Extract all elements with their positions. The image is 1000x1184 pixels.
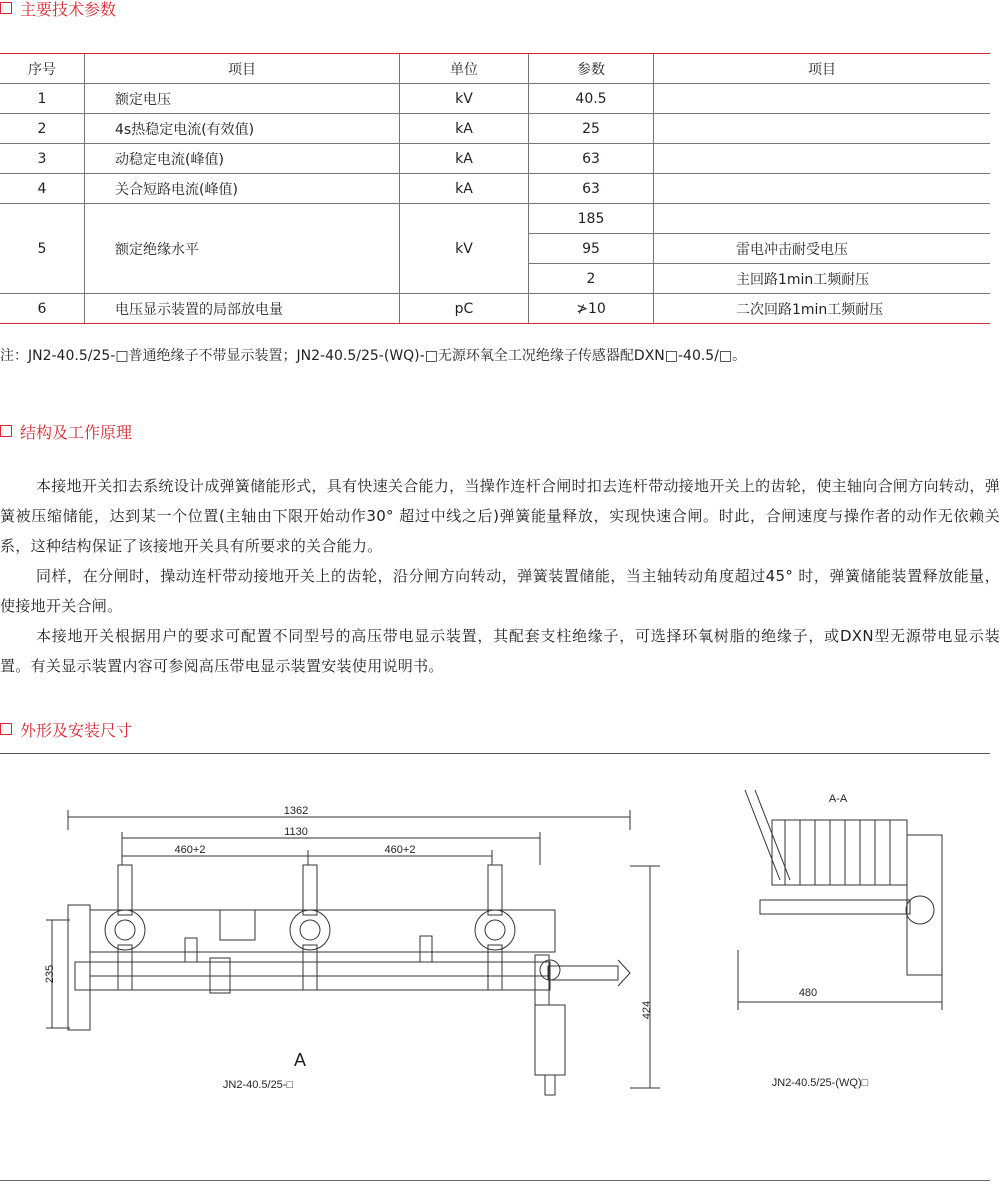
header-cell: 参数 <box>529 54 654 84</box>
cell-value: 63 <box>529 144 654 174</box>
cell-value: 2 <box>529 264 654 294</box>
dim-label: 460+2 <box>384 844 416 856</box>
cell-item: 关合短路电流(峰值) <box>85 174 400 204</box>
square-bullet-icon <box>0 723 12 735</box>
square-bullet-icon <box>0 2 12 14</box>
paragraph: 本接地开关根据用户的要求可配置不同型号的高压带电显示装置，其配套支柱绝缘子，可选择环氧树脂的绝缘子，或DXN型无源带电显示装置。有关显示装置内容可参阅高压带电显示装置安装使用说明书。 <box>0 627 1000 675</box>
cell-value: 63 <box>529 174 654 204</box>
section-title-dimensions <box>0 721 132 741</box>
cell-note: 主回路1min工频耐压 <box>654 264 991 294</box>
dim-label: 1362 <box>283 805 309 817</box>
cell-item: 动稳定电流(峰值) <box>85 144 400 174</box>
cell-item: 4s热稳定电流(有效值) <box>85 114 400 144</box>
section-title-params <box>0 0 116 20</box>
cell-no: 3 <box>0 144 85 174</box>
cell-item: 额定绝缘水平 <box>85 204 400 294</box>
section-label: A-A <box>828 793 848 805</box>
table-row <box>0 144 990 174</box>
dim-label: 424 <box>641 1000 653 1020</box>
table-note: 注：JN2-40.5/25-□普通绝缘子不带显示装置；JN2-40.5/25-(WQ)-□无源环氧全工况绝缘子传感器配DXN□-40.5/□。 <box>0 348 747 364</box>
divider <box>0 1180 990 1181</box>
paragraph: 同样，在分闸时，操动连杆带动接地开关上的齿轮，沿分闸方向转动，弹簧装置储能，当主轴转动角度超过45° 时，弹簧储能装置释放能量，使接地开关合闸。 <box>0 567 1000 615</box>
cell-unit: kA <box>400 114 529 144</box>
cell-note <box>654 84 991 114</box>
cell-value: 25 <box>529 114 654 144</box>
cell-unit: kA <box>400 174 529 204</box>
cell-note <box>654 114 991 144</box>
cell-note: 雷电冲击耐受电压 <box>654 234 991 264</box>
cell-no: 5 <box>0 204 85 294</box>
cell-item: 额定电压 <box>85 84 400 114</box>
dim-label: 235 <box>44 964 56 984</box>
parameter-table <box>0 54 990 324</box>
table-row <box>0 114 990 144</box>
cell-value: 95 <box>529 234 654 264</box>
table-header-row <box>0 54 990 84</box>
cell-note <box>654 204 991 234</box>
cell-no: 2 <box>0 114 85 144</box>
header-cell: 项目 <box>654 54 991 84</box>
cell-note: 二次回路1min工频耐压 <box>654 294 991 324</box>
cell-value: ≯10 <box>529 294 654 324</box>
cell-item: 电压显示装置的局部放电量 <box>85 294 400 324</box>
cell-unit: kV <box>400 84 529 114</box>
section-title-text: 外形及安装尺寸 <box>20 721 133 740</box>
table-row <box>0 294 990 324</box>
table-row <box>0 174 990 204</box>
cell-no: 1 <box>0 84 85 114</box>
square-bullet-icon <box>0 425 12 437</box>
paragraph: 本接地开关扣去系统设计成弹簧储能形式，具有快速关合能力，当操作连杆合闸时扣去连杆带动接地开关上的齿轮，使主轴向合闸方向转动，弹簧被压缩储能，达到某一个位置(主轴由下限开始动作30° 超过中线之后)弹簧能量释放，实现快速合闸。时此，合闸速度与操作者的动作无依赖关系，这种结构保证了该接地开关具有所要求的关合能力。 <box>0 477 1000 555</box>
cell-note <box>654 144 991 174</box>
cell-value: 40.5 <box>529 84 654 114</box>
table-row <box>0 204 990 234</box>
section-title-structure <box>0 423 132 443</box>
cell-unit: kV <box>400 204 529 294</box>
cell-no: 6 <box>0 294 85 324</box>
dim-label: 460+2 <box>174 844 206 856</box>
section-title-text: 主要技术参数 <box>20 0 117 19</box>
header-cell: 项目 <box>85 54 400 84</box>
header-cell: 序号 <box>0 54 85 84</box>
cell-value: 185 <box>529 204 654 234</box>
cell-no: 4 <box>0 174 85 204</box>
table-row <box>0 84 990 114</box>
view-label: A <box>293 1050 307 1070</box>
dim-label: 480 <box>798 987 818 999</box>
caption: JN2-40.5/25-□ <box>222 1079 294 1091</box>
section-title-text: 结构及工作原理 <box>20 423 133 442</box>
divider <box>0 753 990 754</box>
cell-unit: kA <box>400 144 529 174</box>
header-cell: 单位 <box>400 54 529 84</box>
caption: JN2-40.5/25-(WQ)□ <box>771 1077 869 1089</box>
cell-note <box>654 174 991 204</box>
dim-label: 1130 <box>284 826 308 838</box>
technical-drawing <box>30 770 990 1100</box>
cell-unit: pC <box>400 294 529 324</box>
